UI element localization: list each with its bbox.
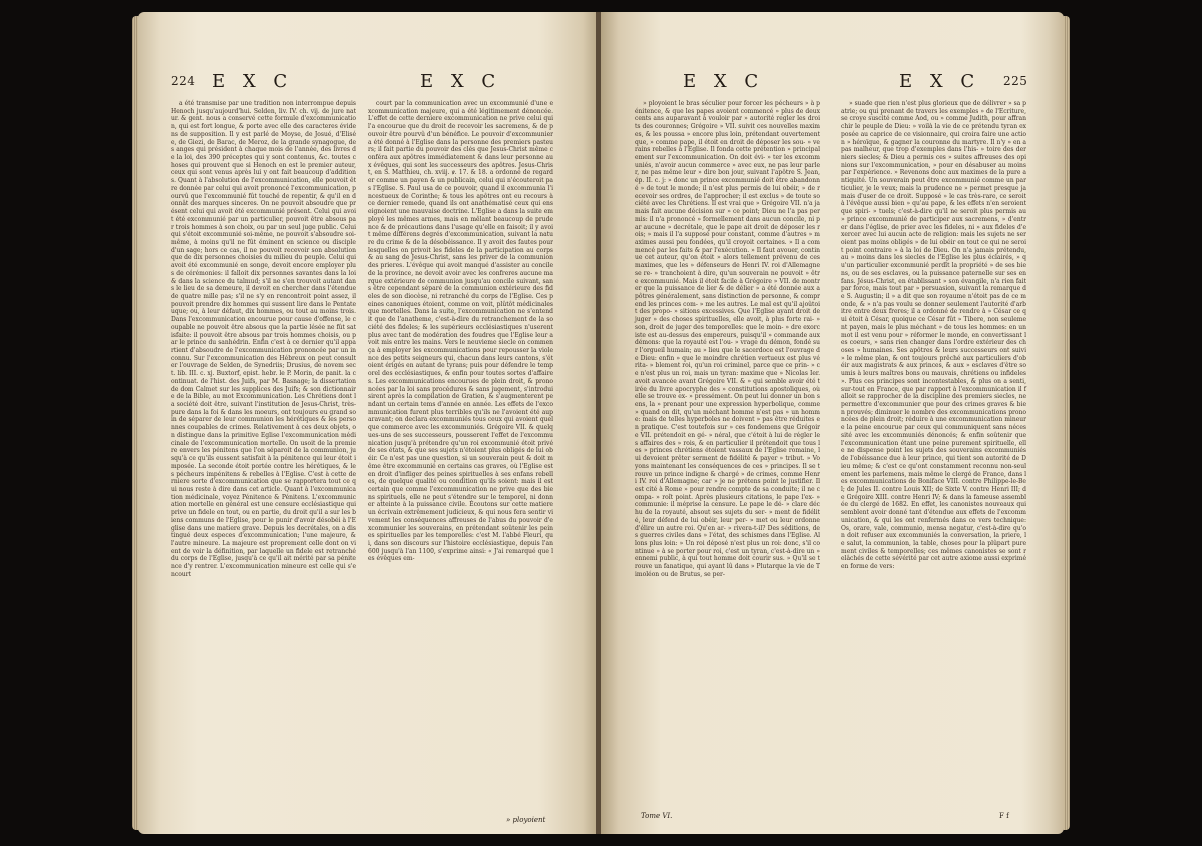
left-running-head-2: E X C (420, 70, 502, 92)
left-running-head-1: E X C (212, 70, 294, 92)
right-running-head-2: E X C (899, 70, 981, 92)
left-col1-text: a été transmise par une tradition non interrompue depuis Henoch jusqu'aujourd'hui. Selden, liv. IV. ch. vij. de jure natur. & gent. nous a conservé cette formule d'excommunication, qui est fort longue, & porte avec elle des caracteres évidens de supposition. Il y est parlé de Moyse, de Josué, d'Elisée, de Giezi, de Barac, de Meroz, de la grande synagogue, des anges qui président à chaque mois de l'année, des livres de la loi, des 390 préceptes qui y sont contenus, &c. toutes choses qui prouvent que si Henoch en est le premier auteur, ceux qui sont venus après lui y ont fait beaucoup d'additions. Quant à l'absolution de l'excommunication, elle pouvoit être donnée par celui qui avoit prononcé l'excommunication, pourvû que l'excommunié fût touché de repentir, & qu'il en donnât des marques sinceres. On ne pouvoit absoudre que présent celui qui avoit été excommunié présent. Celui qui avoit été excommunié par un particulier, pouvoit être absous par trois hommes à son choix, ou par un seul juge public. Celui qui s'étoit excommunié soi-même, ne pouvoit s'absoudre soi-même, à moins qu'il ne fût éminent en science ou disciple d'un sage; hors ce cas, il ne pouvoit recevoir son absolution que de dix personnes choisies du milieu du peuple. Celui qui avoit été excommunié en songe, devoit encore employer plus de cérémonies: il falloit dix personnes savantes dans la loi & dans la science du talmud; s'il ne s'en trouvoit autant dans le lieu de sa demeure, il devoit en chercher dans l'étendue de quatre mille pas; s'il ne s'y en rencontroit point assez, il pouvoit prendre dix hommes qui sussent lire dans le Pentateuque; ou, à leur défaut, dix hommes, ou tout au moins trois. Dans l'excommunication encourue pour cause d'offense, le coupable ne pouvoit être absous que la partie lésée ne fût satisfaite: il pouvoit être absous par trois hommes choisis, ou par le prince du sanhédrin. Enfin c'est à ce dernier qu'il appartient d'absoudre de l'excommunication prononcée par un inconnu. Sur l'excommunication des Hébreux on peut consulter l'ouvrage de Selden, de Synedriis; Drusius, de novem sect. lib. III. c. xj. Buxtorf, epist. hebr. le P. Morin, de panit. la continuat. de l'hist. des Juifs, par M. Basnage; la dissertation de dom Calmet sur les supplices des Juifs; & son dictionnaire de la Bible, au mot Excommunication. Les Chrétiens dont la société doit être, suivant l'institution de Jesus-Christ, très-pure dans la foi & dans les moeurs, ont toujours eu grand soin de séparer de leur communion les hérétiques & les personnes coupables de crimes. Relativement à ces deux objets, on distingue dans la primitive Eglise l'excommunication médicinale de l'excommunication mortelle. On usoit de la premiere envers les pénitens que l'on séparoit de la communion, jusqu'à ce qu'ils eussent satisfait à la pénitence qui leur étoit imposée. La seconde étoit portée contre les hérétiques, & les pécheurs impénitens & rebelles à l'Eglise. C'est à cette derniere sorte d'excommunication que se rapportera tout ce qui nous reste à dire dans cet article. Quant à l'excommunication médicinale, voyez Pénitence & Pénitens. L'excommunication mortelle en général est une censure ecclésiastique qui prive un fidele en tout, ou en partie, du droit qu'il a sur les biens communs de l'Eglise, pour le punir d'avoir désobéi à l'Eglise dans une matiere grave. Depuis les decrétales, on a distingué deux especes d'excommunication; l'une majeure, & l'autre mineure. La majeure est proprement celle dont on vient de voir la définition, par laquelle un fidele est retranché du corps de l'Eglise, jusqu'à ce qu'il ait mérité par sa pénitence d'y rentrer. L'excommunication mineure est celle qui s'encourt (171, 100, 356, 578)
right-col2-text: » suade que rien n'est plus glorieux que de délivrer » sa patrie; ou qui prenant de travers les exemples » de l'Ecriture, se croye suscité comme Aod, ou » comme Judith, pour affranchir le peuple de Dieu: » voilà la vie de ce prétendu tyran exposée au caprice de ce visionnaire, qui croira faire une action » héroïque, & gagner la couronne du martyre. Il n'y » en a pas malheur, que trop d'exemples dans l'his- » toire des derniers siecles; & Dieu a permis ces » suites affreuses des opinions sur l'excommunication, » pour en désabuser au moins par l'expérience. » Revenons donc aux maximes de la pure antiquité. Un souverain peut être excommunié comme un particulier, je le veux; mais la prudence ne » permet presque jamais d'user de ce droit. Supposé » le cas très-rare, ce seroit à l'évêque aussi bien » qu'au pape, & les effets n'en seroient que spiri- » tuels; c'est-à-dire qu'il ne seroit plus permis au » prince excommunié de participer aux sacremens, » d'entrer dans l'église, de prier avec les fideles, ni » aux fideles d'exercer avec lui aucun acte de religion: mais les sujets ne seroient pas moins obligés » de lui obéir en tout ce qui ne seroit point contraire » à la loi de Dieu. On n'a jamais prétendu, au » moins dans les siecles de l'Eglise les plus éclairés, » qu'un particulier excommunié perdît la propriété » de ses biens, ou de ses esclaves, ou la puissance paternelle sur ses enfans. Jésus-Christ, en établissant » son évangile, n'a rien fait par force, mais tout par » persuasion, suivant la remarque de S. Augustin; il » a dit que son royaume n'étoit pas de ce monde, & » n'a pas voulu se donner seulement l'autorité d'arbitre entre deux freres; il a ordonné de rendre à » César ce qui étoit à César, quoique ce César fût » Tibere, non seulement payen, mais le plus méchant » de tous les hommes: en un mot il est venu pour » réformer le monde, en convertissant les coeurs, » sans rien changer dans l'ordre extérieur des choses » humaines. Ses apôtres & leurs successeurs ont suivi » le même plan, & ont toujours prêché aux particuliers d'obéir aux magistrats & aux princes, & aux » esclaves d'être soumis à leurs maîtres bons ou mauvais, chrétiens ou infideles ». Plus ces principes sont incontestables, & plus on a senti, sur-tout en France, que par rapport à l'excommunication il falloit se rapprocher de la discipline des premiers siecles, ne permettre d'excommunier que pour des crimes graves & bien prouvés; diminuer le nombre des excommunications prononcées de plein droit; réduire à une excommunication mineure la peine encourue par ceux qui communiquent sans nécessité avec les excommuniés dénoncés; & enfin soûtenir que l'excommunication étant une peine purement spirituelle, elle ne dispense point les sujets des souverains excommuniés de l'obéissance due à leur prince, qui tient son autorité de Dieu même; & c'est ce qu'ont constamment reconnu non-seulement les parlemens, mais même le clergé de France, dans les excommunications de Boniface VIII. contre Philippe-le-Bel; de Jules II. contre Louis XII; de Sixte V. contre Henri III; de Grégoire XIII. contre Henri IV; & dans la fameuse assemblée du clergé de 1682. En effet, les canonistes nouveaux qui semblent avoir donné tant d'étendue aux effets de l'excommunication, & qui les ont renfermés dans ce vers technique: Os, orare, vale, communio, mensa negatur, c'est-à-dire qu'on doit refuser aux excommuniés la conversation, la priere, le salut, la communion, la table, choses pour la plûpart purement civiles & temporelles; ces mêmes canonistes se sont relâchés de cette sévérité par cet autre axiome aussi exprimé en forme de vers: (841, 100, 1026, 571)
right-running-head-1: E X C (683, 70, 765, 92)
right-col1-text: » ployoient le bras séculier pour forcer les pécheurs » à pénitence, & que les papes avoient commencé » plus de deux cents ans auparavant à vouloir par » autorité regler les droits des couronnes; Grégoire » VII. suivit ces nouvelles maximes, & les poussa » encore plus loin, prétendant ouvertement que, » comme pape, il étoit en droit de déposer les sou- » verains rebelles à l'Eglise. Il fonda cette prétention » principalement sur l'excommunication. On doit évi- » ter les excommuniés, n'avoir aucun commerce » avec eux, ne pas leur parler, ne pas même leur » dire bon jour, suivant l'apôtre S. Jean, ép. II. c. j: » donc un prince excommunié doit être abandonné » de tout le monde; il n'est plus permis de lui obéir, » de recevoir ses ordres, de l'approcher; il est exclus » de toute société avec les Chrétiens. Il est vrai que » Grégoire VII. n'a jamais fait aucune décision sur » ce point; Dieu ne l'a pas permis: il n'a prononcé » formellement dans aucun concile, ni par aucune » decrétale, que le pape ait droit de déposer les rois; » mais il l'a supposé pour constant, comme d'autres » maximes aussi peu fondées, qu'il croyoit certaines. » Il a commencé par les faits & par l'exécution. » Il faut avouer, continue cet auteur, qu'on étoit » alors tellement prévenu de ces maximes, que les » défenseurs de Henri IV. roi d'Allemagne se re- » tranchoient à dire, qu'un souverain ne pouvoit » être excommunié. Mais il étoit facile à Grégoire » VII. de montrer que la puissance de lier & de délier » a été donnée aux apôtres généralement, sans distinction de personne, & comprend les princes com- » me les autres. Le mal est qu'il ajoûtoit des propo- » sitions excessives. Que l'Eglise ayant droit de juger » des choses spirituelles, elle avoit, à plus forte rai- » son, droit de juger des temporelles: que le moin- » dre exorciste est au-dessus des empereurs, puisqu'il » commande aux démons: que la royauté est l'ou- » vrage du démon, fondé sur l'orgueil humain; au » lieu que le sacerdoce est l'ouvrage de Dieu: enfin » que le moindre chrétien vertueux est plus vérita- » blement roi, qu'un roi criminel, parce que ce prin- » ce n'est plus un roi, mais un tyran: maxime que » Nicolas Ier. avoit avancée avant Grégoire VII. & » qui semble avoir été tirée du livre apocryphe des » constitutions apostoliques, où elle se trouve ex- » pressément. On peut lui donner un bon sens, la » prenant pour une expression hyperbolique, comme » quand on dit, qu'un méchant homme n'est pas » un homme: mais de telles hyperboles ne doivent » pas être réduites en pratique. C'est toutefois sur » ces fondemens que Grégoire VII. prétendoit en gé- » néral, que c'étoit à lui de régler les affaires des » rois, & en particulier il prétendoit que tous les » princes chrétiens étoient vassaux de l'Eglise romaine, lui devoient prêter serment de fidélité & payer » tribut. » Voyons maintenant les conséquences de ces » principes. Il se trouve un prince indigne & chargé » de crimes, comme Henri IV. roi d'Allemagne; car » je ne prétens point le justifier. Il est cité à Rome » pour rendre compte de sa conduite; il ne compa- » roît point. Après plusieurs citations, le pape l'ex- » communie: il méprise la censure. Le pape le dé- » clare déchu de la royauté, absout ses sujets du ser- » ment de fidélité, leur défend de lui obéir, leur per- » met ou leur ordonne d'élire un autre roi. Qu'en ar- » rivera-t-il? Des séditions, des guerres civiles dans » l'état, des schismes dans l'Eglise. Allons plus loin: » Un roi déposé n'est plus un roi: donc, s'il continue » à se porter pour roi, c'est un tyran, c'est-à-dire un » ennemi public, à qui tout homme doit courir sus. » Qu'il se trouve un fanatique, qui ayant lû dans » Plutarque la vie de Timoléon ou de Brutus, se per- (635, 100, 820, 578)
open-book (138, 12, 1064, 834)
left-column-1 (171, 100, 356, 824)
left-page-number: 224 (171, 74, 196, 88)
right-page (601, 12, 1064, 834)
right-column-1 (635, 100, 820, 804)
right-page-number: 225 (1003, 74, 1028, 88)
left-col2-text: court par la communication avec un excommunié d'une excommunication majeure, qui a été légitimement dénoncée. L'effet de cette derniere excommunication ne prive celui qui l'a encourue que du droit de recevoir les sacremens, & de pouvoir être pourvû d'un bénéfice. Le pouvoir d'excommunier a été donné à l'Eglise dans la personne des premiers pasteurs; il fait partie du pouvoir des clés que Jesus-Christ même conféra aux apôtres immédiatement & dans leur personne aux évêques, qui sont les successeurs des apôtres. Jesus-Christ, en S. Matthieu, ch. xviij. ꝟ. 17. & 18. a ordonné de regarder comme un payen & un publicain, celui qui n'écouteroit pas l'Eglise. S. Paul usa de ce pouvoir, quand il excommunia l'incestueux de Corinthe; & tous les apôtres ont eu recours à ce dernier remede, quand ils ont anathématisé ceux qui enseignoient une mauvaise doctrine. L'Eglise a dans la suite employé les mêmes armes, mais en mêlant beaucoup de prudence & de précautions dans l'usage qu'elle en faisoit; il y avoit même différens degrés d'excommunication, suivant la nature du crime & de la désobéissance. Il y avoit des fautes pour lesquelles on privoit les fideles de la participation au corps & au sang de Jesus-Christ, sans les priver de la communion des prieres. L'évêque qui avoit manqué d'assister au concile de la province, ne devoit avoir avec les confreres aucune marque extérieure de communion jusqu'au concile suivant, sans être cependant séparé de la communion extérieure des fideles de son diocèse, ni retranché du corps de l'Eglise. Ces peines canoniques étoient, comme on voit, plûtôt médicinales que mortelles. Dans la suite, l'excommunication ne s'entendit que de l'anatheme, c'est-à-dire du retranchement de la société des fideles; & les supérieurs ecclésiastiques n'userent plus avec tant de modération des foudres que l'Eglise leur avoit mis entre les mains. Vers le neuvieme siecle on commença à employer les excommunications pour repousser la violence des petits seigneurs qui, chacun dans leurs cantons, s'étoient érigés en autant de tyrans; puis pour défendre le temporel des ecclésiastiques, & enfin pour toutes sortes d'affaires. Les excommunications encourues de plein droit, & prononcées par la loi sans procédures & sans jugement, s'introduisirent après la compilation de Gratien, & s'augmenterent pendant un certain tems d'année en année. Les effets de l'excommunication furent plus terribles qu'ils ne l'avoient été auparavant; on declara excommuniés tous ceux qui avoient quelque commerce avec les excommuniés. Grégoire VII. & quelques-uns de ses successeurs, pousserent l'effet de l'excommunication jusqu'à prétendre qu'un roi excommunié étoit privé de ses états, & que ses sujets n'étoient plus obligés de lui obéir. Ce n'est pas une question, si un souverain peut & doit même être excommunié en certains cas graves, où l'Eglise est en droit d'infliger des peines spirituelles à ses enfans rebelles, de quelque qualité ou condition qu'ils soient: mais il est certain que comme l'excommunication ne prive que des biens spirituels, elle ne peut s'étendre sur le temporel, ni donner atteinte à la puissance civile. Écoutons sur cette matiere un écrivain extrêmement judicieux, & qui nous fera sentir vivement les conséquences affreuses de l'abus du pouvoir d'excommunier les souverains, en prétendant soûtenir les peines spirituelles par les temporelles: c'est M. l'abbé Fleuri, qui, dans son discours sur l'histoire ecclésiastique, depuis l'an 600 jusqu'à l'an 1100, s'exprime ainsi: « J'ai remarqué que les évêques em- (368, 100, 553, 563)
left-page (138, 12, 599, 834)
signature-mark: Tome VI. (641, 812, 673, 820)
left-catchword: » ployoient (506, 816, 546, 824)
right-catchword: F f (999, 812, 1009, 820)
left-column-2 (368, 100, 553, 812)
right-column-2 (841, 100, 1026, 812)
